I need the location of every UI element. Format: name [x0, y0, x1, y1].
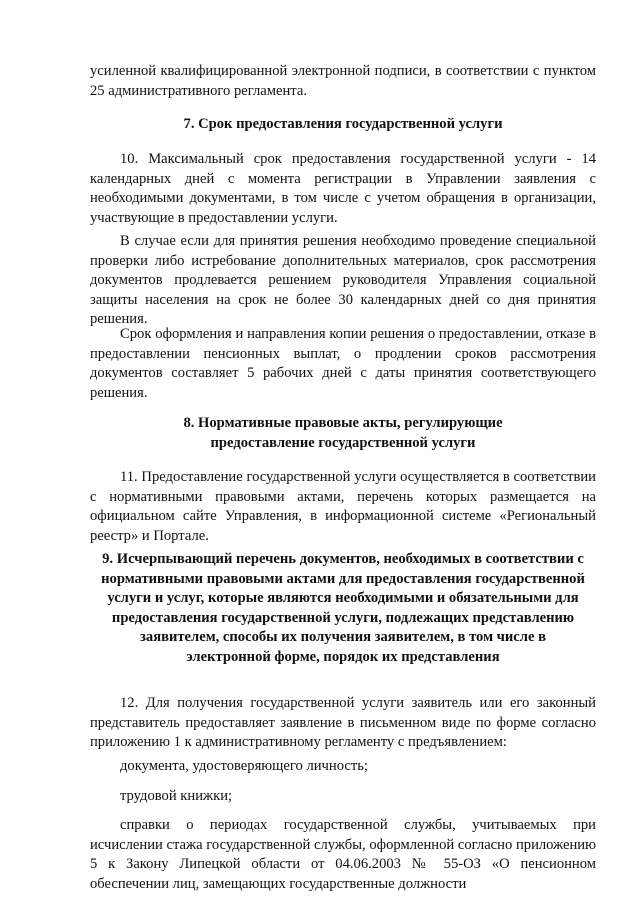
paragraph-extension: В случае если для принятия решения необходимо проведение специальной проверки либо истребование дополнительных материалов, срок рассмотрения документов продлевается решением руководителя Управления социальной защиты населения на срок не более 30 календарных дней со дня принятия решения. [90, 233, 596, 328]
list-item-identity-document: документа, удостоверяющего личность; [120, 758, 368, 774]
paragraph-12: 12. Для получения государственной услуги заявитель или его законный представитель предоставляет заявление в письменном виде по форме согласно приложению 1 к административному регламенту с предъявлением: [90, 695, 596, 751]
list-item-work-record-book: трудовой книжки; [120, 788, 233, 804]
paragraph-continuation: усиленной квалифицированной электронной подписи, в соответствии с пунктом 25 административного регламента. [90, 63, 596, 99]
section-heading-9: 9. Исчерпывающий перечень документов, необходимых в соответствии с нормативными правовыми актами для предоставления государственной услуги и услуг, которые являются необходимыми и обязательными для предоставления государственной услуги, подлежащих представлению заявителем, способы их получения заявителем, в том числе в электронной форме, порядок их представления [101, 551, 585, 665]
section-heading-8: 8. Нормативные правовые акты, регулирующие предоставление государственной услуги [183, 415, 503, 451]
section-heading-7: 7. Срок предоставления государственной услуги [183, 116, 503, 132]
paragraph-decision-copy: Срок оформления и направления копии решения о предоставлении, отказе в предоставлении пенсионных выплат, о продлении сроков рассмотрения документов составляет 5 рабочих дней с даты принятия соответствующего решения. [90, 326, 596, 401]
list-item-service-periods-certificate: справки о периодах государственной службы, учитываемых при исчислении стажа государственной службы, оформленной согласно приложению 5 к Закону Липецкой области от 04.06.2003 № 55-ОЗ «О пенсионном обеспечении лиц, замещающих государственные должности [90, 817, 596, 892]
paragraph-10: 10. Максимальный срок предоставления государственной услуги - 14 календарных дней с момента регистрации в Управлении заявления с необходимыми документами, в том числе с учетом обращения в организации, участвующие в предоставлении услуги. [90, 151, 596, 226]
paragraph-11: 11. Предоставление государственной услуги осуществляется в соответствии с нормативными правовыми актами, перечень которых размещается на официальном сайте Управления, в информационной системе «Региональный реестр» и Портале. [90, 469, 596, 544]
